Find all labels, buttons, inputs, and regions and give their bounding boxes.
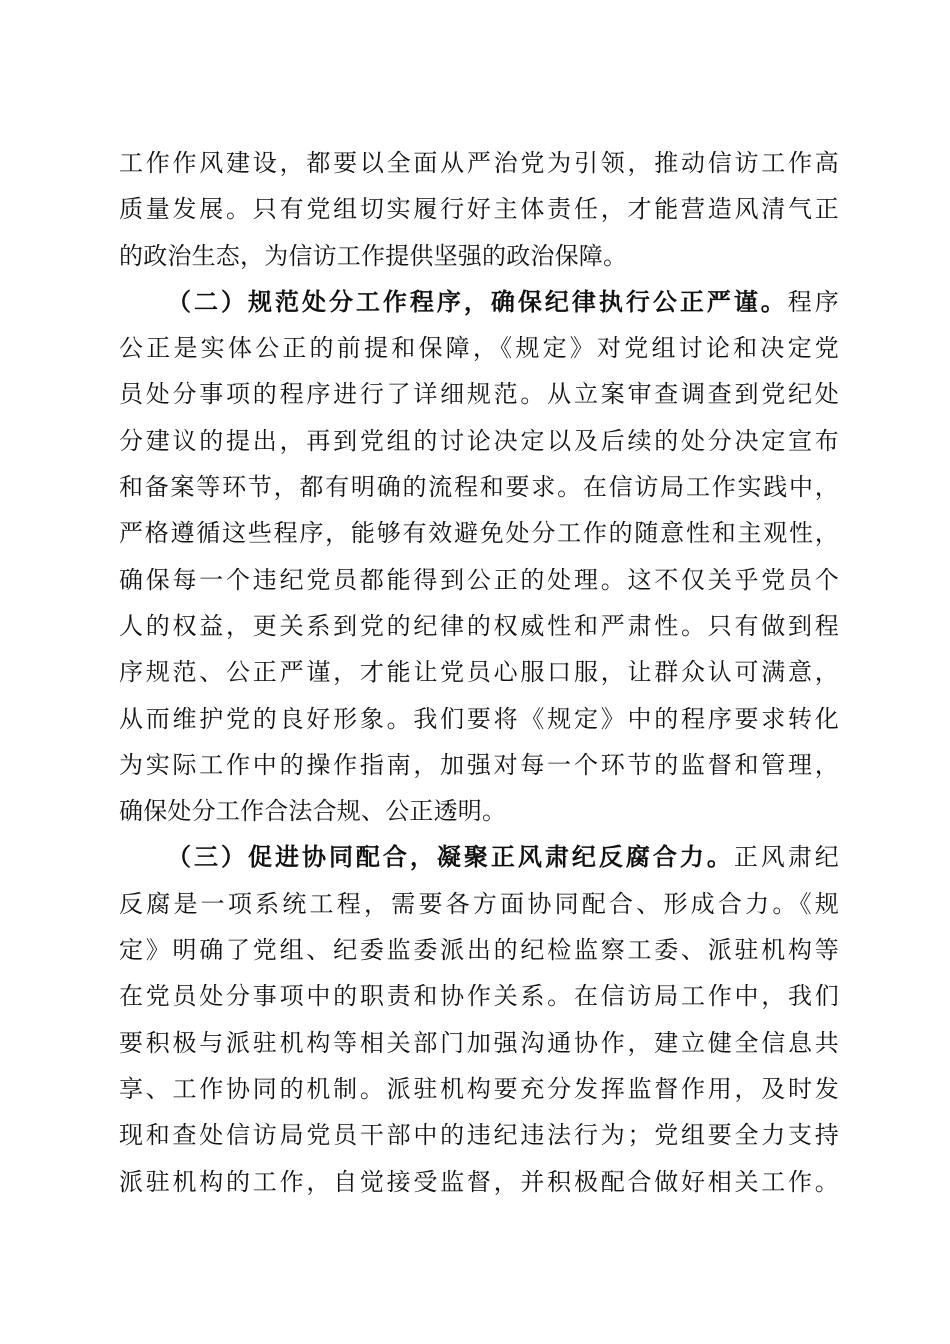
text-line: 分建议的提出，再到党组的讨论决定以及后续的处分决定宣布 [119, 426, 839, 455]
text-line: 人的权益，更关系到党的纪律的权威性和严肃性。只有做到程 [119, 611, 839, 640]
text-line: 定》明确了党组、纪委监委派出的纪检监察工委、派驻机构等 [119, 936, 839, 965]
document-body [119, 140, 839, 1205]
text-line: 在党员处分事项中的职责和协作关系。在信访局工作中，我们 [119, 982, 839, 1011]
text-line: 反腐是一项系统工程，需要各方面协同配合、形成合力。《规 [119, 889, 839, 918]
paragraph-intro-continuation [119, 140, 839, 279]
text-line: 从而维护党的良好形象。我们要将《规定》中的程序要求转化 [119, 704, 839, 733]
section-heading-line [119, 279, 839, 325]
text-line: 工作作风建设，都要以全面从严治党为引领，推动信访工作高 [119, 149, 839, 177]
text-line: 质量发展。只有党组切实履行好主体责任，才能营造风清气正 [119, 195, 839, 224]
text-line: 确保每一个违纪党员都能得到公正的处理。这不仅关乎党员个 [119, 565, 839, 594]
text-line: 确保处分工作合法合规、公正透明。 [119, 797, 507, 826]
paragraph-section-2 [119, 279, 839, 835]
section-heading: （三）促进协同配合，凝聚正风肃纪反腐合力。 [167, 842, 734, 872]
text-line: 和备案等环节，都有明确的流程和要求。在信访局工作实践中， [119, 473, 839, 502]
text-line: 要积极与派驻机构等相关部门加强沟通协作，建立健全信息共 [119, 1028, 839, 1057]
text-line: 的政治生态，为信访工作提供坚强的政治保障。 [119, 241, 628, 270]
text-line: 员处分事项的程序进行了详细规范。从立案审查调查到党纪处 [119, 380, 839, 409]
text-line: 享、工作协同的机制。派驻机构要充分发挥监督作用，及时发 [119, 1074, 839, 1103]
text-line: 公正是实体公正的前提和保障，《规定》对党组讨论和决定党 [119, 334, 839, 363]
text-line: 严格遵循这些程序，能够有效避免处分工作的随意性和主观性， [119, 519, 839, 548]
heading-line-rest: 程序 [787, 287, 839, 316]
text-line: 派驻机构的工作，自觉接受监督，并积极配合做好相关工作。 [119, 1167, 839, 1196]
section-heading: （二）规范处分工作程序，确保纪律执行公正严谨。 [167, 286, 788, 316]
paragraph-section-3 [119, 834, 839, 1204]
heading-line-rest: 正风肃纪 [733, 843, 839, 872]
text-line: 现和查处信访局党员干部中的违纪违法行为；党组要全力支持 [119, 1121, 839, 1150]
text-line: 序规范、公正严谨，才能让党员心服口服，让群众认可满意， [119, 658, 839, 687]
text-line: 为实际工作中的操作指南，加强对每一个环节的监督和管理， [119, 750, 839, 779]
section-heading-line [119, 834, 839, 880]
